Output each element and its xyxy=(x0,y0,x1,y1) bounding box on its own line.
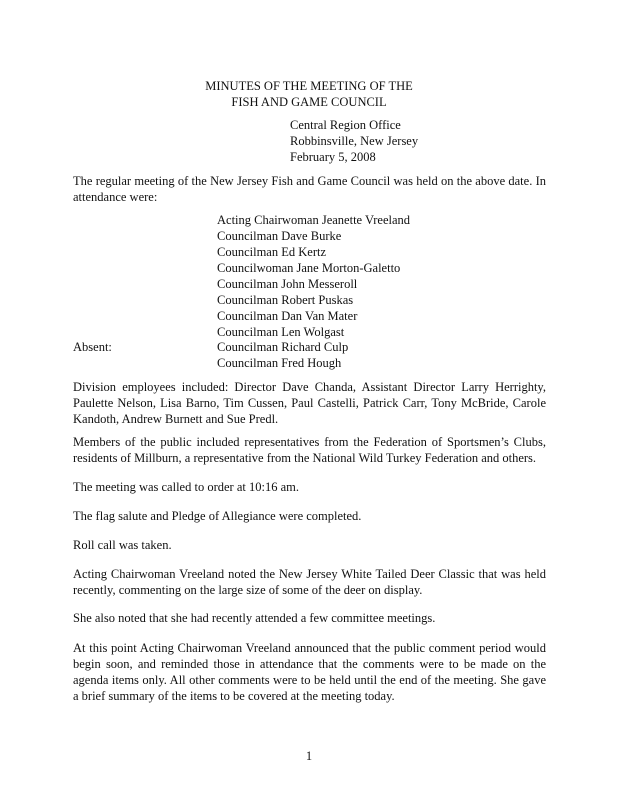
location-office: Central Region Office xyxy=(290,118,401,132)
call-to-order-paragraph: The meeting was called to order at 10:16 am. xyxy=(73,480,299,494)
public-members-paragraph: Members of the public included representatives from the Federation of Sportsmen’s Clubs, residents of Millburn, a representative from the National Wild Turkey Federation and others. xyxy=(73,435,546,465)
attendee-item: Councilman Robert Puskas xyxy=(217,293,354,307)
division-employees-paragraph: Division employees included: Director Dave Chanda, Assistant Director Larry Herrighty, Paulette Nelson, Lisa Barno, Tim Cussen, Paul Castelli, Patrick Carr, Tony McBride, Carole Kandoth, Andrew Burnett and Sue Predl. xyxy=(73,380,546,426)
flag-salute-paragraph: The flag salute and Pledge of Allegiance were completed. xyxy=(73,509,362,523)
roll-call-paragraph: Roll call was taken. xyxy=(73,538,172,552)
attendee-list xyxy=(217,212,410,340)
absent-item: Councilman Fred Hough xyxy=(217,356,342,370)
absent-label: Absent: xyxy=(73,340,112,354)
title-line-2: FISH AND GAME COUNCIL xyxy=(231,95,387,109)
intro-paragraph: The regular meeting of the New Jersey Fish and Game Council was held on the above date. In attendance were: xyxy=(73,174,546,204)
attendee-item: Councilman Ed Kertz xyxy=(217,245,326,259)
document-title xyxy=(0,78,618,110)
absent-item: Councilman Richard Culp xyxy=(217,340,349,354)
location-city: Robbinsville, New Jersey xyxy=(290,134,419,148)
attendee-item: Acting Chairwoman Jeanette Vreeland xyxy=(217,213,411,227)
committee-meetings-paragraph: She also noted that she had recently attended a few committee meetings. xyxy=(73,611,436,625)
attendee-item: Councilman Len Wolgast xyxy=(217,325,345,339)
title-line-1: MINUTES OF THE MEETING OF THE xyxy=(205,79,413,93)
deer-classic-paragraph: Acting Chairwoman Vreeland noted the New Jersey White Tailed Deer Classic that was held recently, commenting on the large size of some of the deer on display. xyxy=(73,567,546,597)
meeting-location-block xyxy=(290,117,418,165)
attendee-item: Councilman Dave Burke xyxy=(217,229,342,243)
page-number: 1 xyxy=(305,749,313,763)
meeting-date: February 5, 2008 xyxy=(290,150,376,164)
attendee-item: Councilman John Messeroll xyxy=(217,277,358,291)
absent-list xyxy=(217,339,348,371)
attendee-item: Councilwoman Jane Morton-Galetto xyxy=(217,261,401,275)
public-comment-paragraph: At this point Acting Chairwoman Vreeland announced that the public comment period would begin soon, and reminded those in attendance that the comments were to be made on the agenda items only. All other comments were to be held until the end of the meeting. She gave a brief summary of the items to be covered at the meeting today. xyxy=(73,641,546,703)
attendee-item: Councilman Dan Van Mater xyxy=(217,309,358,323)
